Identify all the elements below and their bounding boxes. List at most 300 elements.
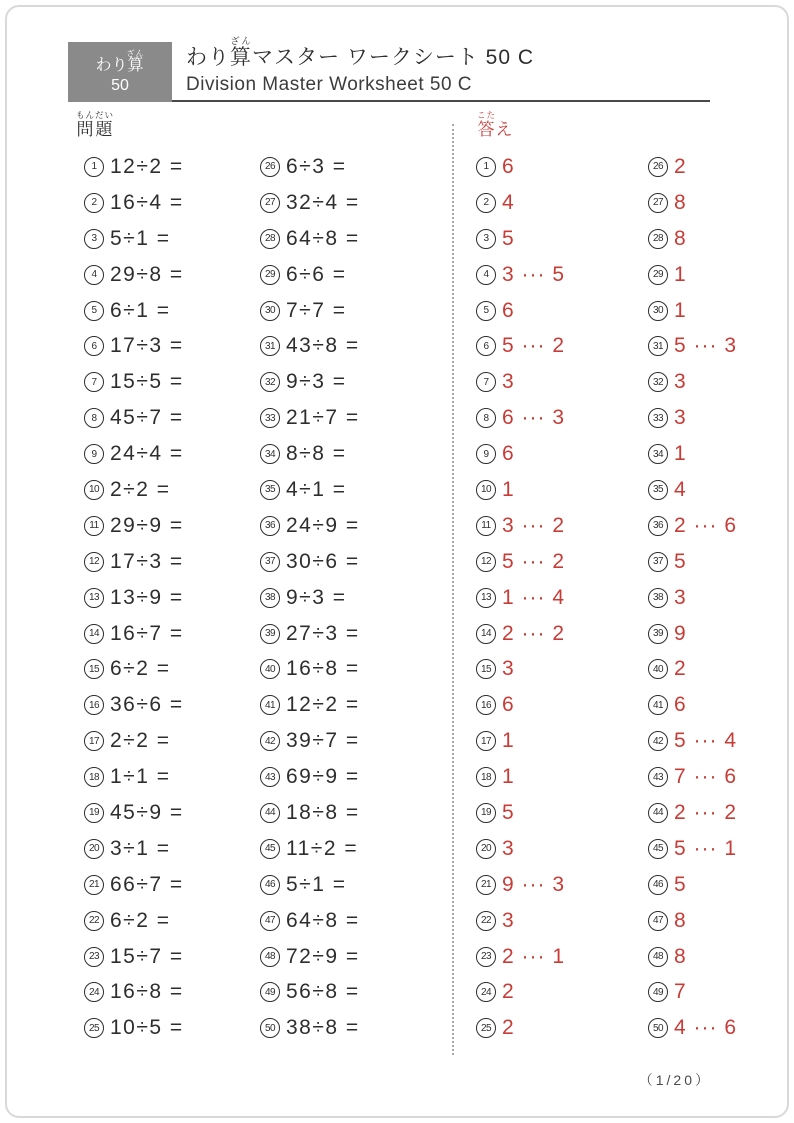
answer-number-circle: 41 (648, 695, 668, 715)
answer-number-circle: 33 (648, 408, 668, 428)
answer-row (476, 472, 565, 508)
problem-row (84, 831, 184, 867)
answer-number-circle: 7 (476, 372, 496, 392)
problem-number-circle: 7 (84, 372, 104, 392)
answer-value: 4 (502, 190, 515, 214)
header-divider (172, 100, 710, 102)
answer-value: 3 (502, 657, 515, 681)
problem-expression: 3÷1 = (110, 836, 171, 860)
answer-number-circle: 18 (476, 767, 496, 787)
problem-number-circle: 27 (260, 193, 280, 213)
answer-value: 3 (674, 406, 687, 430)
problem-expression: 6÷2 = (110, 657, 171, 681)
answer-value: 3 (502, 370, 515, 394)
problem-expression: 10÷5 = (110, 1016, 184, 1040)
problem-expression: 15÷5 = (110, 370, 184, 394)
answer-row (476, 651, 565, 687)
problem-expression: 24÷4 = (110, 442, 184, 466)
problems-answers-divider (452, 124, 454, 1055)
problem-number-circle: 12 (84, 552, 104, 572)
answer-value: 7 ··· 6 (674, 765, 738, 789)
answer-number-circle: 38 (648, 588, 668, 608)
answer-value: 8 (674, 944, 687, 968)
problem-number-circle: 11 (84, 516, 104, 536)
answer-number-circle: 10 (476, 480, 496, 500)
problem-number-circle: 5 (84, 301, 104, 321)
problem-row (260, 544, 360, 580)
problem-row (260, 293, 360, 329)
answer-value: 5 ··· 3 (674, 334, 738, 358)
problem-row (84, 400, 184, 436)
answer-row (648, 616, 737, 652)
problem-row (84, 687, 184, 723)
problem-row (84, 221, 184, 257)
answer-value: 1 (502, 477, 515, 501)
problem-row (260, 939, 360, 975)
problem-number-circle: 30 (260, 301, 280, 321)
answer-value: 4 (674, 477, 687, 501)
answer-row (648, 867, 737, 903)
answer-value: 5 (674, 549, 687, 573)
answer-row (476, 759, 565, 795)
answer-number-circle: 50 (648, 1018, 668, 1038)
answer-number-circle: 45 (648, 839, 668, 859)
answer-number-circle: 27 (648, 193, 668, 213)
answer-number-circle: 35 (648, 480, 668, 500)
answer-row (648, 508, 737, 544)
problem-expression: 2÷2 = (110, 477, 171, 501)
answer-row (476, 831, 565, 867)
answer-value: 2 (674, 154, 687, 178)
answer-number-circle: 19 (476, 803, 496, 823)
answer-row (648, 939, 737, 975)
problem-row (260, 257, 360, 293)
problem-expression: 72÷9 = (286, 944, 360, 968)
answer-value: 2 ··· 2 (674, 800, 738, 824)
problem-expression: 5÷1 = (286, 872, 347, 896)
problem-row (84, 364, 184, 400)
answer-row (476, 723, 565, 759)
answer-number-circle: 22 (476, 911, 496, 931)
problem-expression: 17÷3 = (110, 334, 184, 358)
problem-expression: 39÷7 = (286, 729, 360, 753)
problem-number-circle: 4 (84, 265, 104, 285)
problem-number-circle: 3 (84, 229, 104, 249)
answer-row (476, 903, 565, 939)
problem-number-circle: 44 (260, 803, 280, 823)
worksheet-badge (68, 42, 172, 102)
answer-value: 4 ··· 6 (674, 1016, 738, 1040)
problem-row (260, 328, 360, 364)
answer-value: 6 (502, 298, 515, 322)
answer-number-circle: 46 (648, 875, 668, 895)
answer-value: 2 ··· 2 (502, 621, 566, 645)
answer-number-circle: 8 (476, 408, 496, 428)
answer-value: 1 ··· 4 (502, 585, 566, 609)
answer-number-circle: 5 (476, 301, 496, 321)
badge-title: わり算ざん (95, 49, 145, 75)
problem-expression: 66÷7 = (110, 872, 184, 896)
problem-expression: 45÷7 = (110, 406, 184, 430)
problem-expression: 64÷8 = (286, 908, 360, 932)
answer-number-circle: 21 (476, 875, 496, 895)
answer-number-circle: 49 (648, 982, 668, 1002)
problem-row (260, 651, 360, 687)
problem-expression: 12÷2 = (110, 154, 184, 178)
problem-row (260, 580, 360, 616)
answer-number-circle: 48 (648, 947, 668, 967)
answer-number-circle: 14 (476, 624, 496, 644)
problem-expression: 30÷6 = (286, 549, 360, 573)
problem-row (84, 149, 184, 185)
problem-number-circle: 37 (260, 552, 280, 572)
problem-number-circle: 35 (260, 480, 280, 500)
problem-row (84, 867, 184, 903)
problem-row (260, 364, 360, 400)
problem-row (260, 867, 360, 903)
problem-row (260, 616, 360, 652)
answer-number-circle: 34 (648, 444, 668, 464)
problem-row (84, 723, 184, 759)
answer-row (648, 328, 737, 364)
answer-row (476, 149, 565, 185)
problem-expression: 6÷2 = (110, 908, 171, 932)
problem-number-circle: 17 (84, 731, 104, 751)
problem-number-circle: 19 (84, 803, 104, 823)
problem-expression: 32÷4 = (286, 190, 360, 214)
answer-value: 2 (502, 1016, 515, 1040)
problem-row (84, 508, 184, 544)
problem-number-circle: 29 (260, 265, 280, 285)
answer-value: 5 ··· 2 (502, 334, 566, 358)
answer-row (648, 364, 737, 400)
answer-number-circle: 1 (476, 157, 496, 177)
answer-row (476, 364, 565, 400)
problem-number-circle: 20 (84, 839, 104, 859)
problem-expression: 6÷3 = (286, 154, 347, 178)
answer-value: 5 (502, 226, 515, 250)
answer-row (648, 544, 737, 580)
problem-row (84, 939, 184, 975)
answer-row (648, 436, 737, 472)
problem-row (260, 472, 360, 508)
problem-number-circle: 13 (84, 588, 104, 608)
problems-section-label: 問題もんだい (76, 110, 115, 139)
problem-number-circle: 23 (84, 947, 104, 967)
answer-value: 3 (674, 585, 687, 609)
problem-number-circle: 33 (260, 408, 280, 428)
problem-row (260, 687, 360, 723)
problem-expression: 15÷7 = (110, 944, 184, 968)
problem-number-circle: 50 (260, 1018, 280, 1038)
answer-row (476, 616, 565, 652)
problem-row (260, 185, 360, 221)
answer-value: 8 (674, 226, 687, 250)
answer-row (648, 400, 737, 436)
problem-row (260, 759, 360, 795)
problem-row (84, 436, 184, 472)
answer-value: 6 (502, 693, 515, 717)
problem-expression: 45÷9 = (110, 800, 184, 824)
problem-row (260, 508, 360, 544)
answer-number-circle: 24 (476, 982, 496, 1002)
answer-value: 5 ··· 1 (674, 836, 738, 860)
answer-row (476, 1010, 565, 1046)
problem-expression: 29÷9 = (110, 513, 184, 537)
page-number: （1/20） (638, 1072, 712, 1088)
problem-expression: 27÷3 = (286, 621, 360, 645)
answer-value: 2 (674, 657, 687, 681)
problem-expression: 1÷1 = (110, 765, 171, 789)
answer-row (648, 903, 737, 939)
problem-number-circle: 26 (260, 157, 280, 177)
answer-number-circle: 44 (648, 803, 668, 823)
answer-value: 6 (502, 154, 515, 178)
problem-expression: 4÷1 = (286, 477, 347, 501)
answer-value: 1 (674, 262, 687, 286)
page-title: わり算ざんマスター ワークシート 50 C (186, 36, 535, 69)
problem-expression: 16÷4 = (110, 190, 184, 214)
answer-number-circle: 4 (476, 265, 496, 285)
problem-number-circle: 16 (84, 695, 104, 715)
problem-number-circle: 28 (260, 229, 280, 249)
problem-expression: 8÷8 = (286, 442, 347, 466)
answer-number-circle: 40 (648, 659, 668, 679)
answer-number-circle: 43 (648, 767, 668, 787)
problem-expression: 38÷8 = (286, 1016, 360, 1040)
answer-row (648, 651, 737, 687)
problem-expression: 7÷7 = (286, 298, 347, 322)
problem-row (260, 795, 360, 831)
answer-number-circle: 31 (648, 336, 668, 356)
answer-value: 1 (502, 765, 515, 789)
answer-number-circle: 23 (476, 947, 496, 967)
problem-number-circle: 8 (84, 408, 104, 428)
problem-row (84, 974, 184, 1010)
problem-number-circle: 41 (260, 695, 280, 715)
answer-number-circle: 12 (476, 552, 496, 572)
answer-row (648, 1010, 737, 1046)
problem-expression: 9÷3 = (286, 370, 347, 394)
problem-row (84, 580, 184, 616)
answer-number-circle: 36 (648, 516, 668, 536)
answer-value: 1 (674, 442, 687, 466)
answer-row (476, 544, 565, 580)
answer-value: 8 (674, 190, 687, 214)
answer-value: 3 (674, 370, 687, 394)
problem-row (260, 149, 360, 185)
problem-row (260, 974, 360, 1010)
answer-row (648, 759, 737, 795)
problem-number-circle: 22 (84, 911, 104, 931)
problem-number-circle: 21 (84, 875, 104, 895)
problem-row (84, 795, 184, 831)
answer-number-circle: 16 (476, 695, 496, 715)
answer-number-circle: 3 (476, 229, 496, 249)
problem-number-circle: 49 (260, 982, 280, 1002)
problem-number-circle: 10 (84, 480, 104, 500)
answer-row (648, 974, 737, 1010)
answer-value: 9 ··· 3 (502, 872, 566, 896)
answer-value: 5 (674, 872, 687, 896)
answer-row (476, 436, 565, 472)
problem-expression: 16÷8 = (286, 657, 360, 681)
answer-row (648, 723, 737, 759)
problem-row (84, 185, 184, 221)
answer-value: 6 (674, 693, 687, 717)
problem-row (260, 436, 360, 472)
problem-number-circle: 40 (260, 659, 280, 679)
answer-number-circle: 47 (648, 911, 668, 931)
answer-row (476, 221, 565, 257)
answer-row (476, 328, 565, 364)
answer-number-circle: 13 (476, 588, 496, 608)
problems-column-1 (84, 149, 184, 1046)
problem-expression: 12÷2 = (286, 693, 360, 717)
problem-row (260, 221, 360, 257)
answer-row (476, 974, 565, 1010)
problem-expression: 16÷7 = (110, 621, 184, 645)
answer-number-circle: 11 (476, 516, 496, 536)
problem-number-circle: 47 (260, 911, 280, 931)
answer-number-circle: 29 (648, 265, 668, 285)
answer-value: 2 ··· 1 (502, 944, 566, 968)
problem-row (84, 544, 184, 580)
problem-expression: 56÷8 = (286, 980, 360, 1004)
answer-value: 1 (674, 298, 687, 322)
answer-row (648, 687, 737, 723)
answer-row (648, 580, 737, 616)
problem-number-circle: 31 (260, 336, 280, 356)
problem-number-circle: 39 (260, 624, 280, 644)
problem-row (260, 1010, 360, 1046)
problem-row (260, 831, 360, 867)
answer-row (648, 293, 737, 329)
answer-number-circle: 39 (648, 624, 668, 644)
problem-expression: 21÷7 = (286, 406, 360, 430)
problem-expression: 29÷8 = (110, 262, 184, 286)
problem-expression: 17÷3 = (110, 549, 184, 573)
page-subtitle: Division Master Worksheet 50 C (186, 74, 473, 95)
problem-number-circle: 42 (260, 731, 280, 751)
problem-expression: 11÷2 = (286, 836, 359, 860)
answer-value: 3 ··· 2 (502, 513, 566, 537)
answer-row (476, 257, 565, 293)
answer-row (648, 257, 737, 293)
answer-value: 6 (502, 442, 515, 466)
problem-row (84, 616, 184, 652)
problem-expression: 24÷9 = (286, 513, 360, 537)
problem-row (84, 293, 184, 329)
problem-number-circle: 34 (260, 444, 280, 464)
problem-expression: 9÷3 = (286, 585, 347, 609)
problem-number-circle: 36 (260, 516, 280, 536)
answer-row (648, 831, 737, 867)
problem-number-circle: 45 (260, 839, 280, 859)
problem-row (84, 1010, 184, 1046)
problem-number-circle: 6 (84, 336, 104, 356)
answer-row (476, 400, 565, 436)
problem-expression: 69÷9 = (286, 765, 360, 789)
problem-number-circle: 32 (260, 372, 280, 392)
answers-section-label: 答こたえ (477, 110, 514, 139)
answer-row (476, 293, 565, 329)
answer-row (648, 149, 737, 185)
problem-row (84, 651, 184, 687)
problem-number-circle: 38 (260, 588, 280, 608)
answer-number-circle: 9 (476, 444, 496, 464)
answer-row (648, 472, 737, 508)
answer-row (476, 687, 565, 723)
answer-number-circle: 6 (476, 336, 496, 356)
problem-row (260, 903, 360, 939)
header (186, 36, 534, 96)
answer-number-circle: 30 (648, 301, 668, 321)
problem-expression: 64÷8 = (286, 226, 360, 250)
answers-column-2 (648, 149, 737, 1046)
answer-row (476, 580, 565, 616)
problem-expression: 18÷8 = (286, 800, 360, 824)
answer-number-circle: 25 (476, 1018, 496, 1038)
problem-expression: 36÷6 = (110, 693, 184, 717)
answers-column-1 (476, 149, 565, 1046)
answer-row (476, 185, 565, 221)
answer-row (648, 185, 737, 221)
problem-row (84, 903, 184, 939)
problem-expression: 13÷9 = (110, 585, 184, 609)
problem-number-circle: 14 (84, 624, 104, 644)
problem-expression: 2÷2 = (110, 729, 171, 753)
answer-number-circle: 2 (476, 193, 496, 213)
problem-number-circle: 2 (84, 193, 104, 213)
answer-value: 5 ··· 2 (502, 549, 566, 573)
answer-value: 8 (674, 908, 687, 932)
problem-expression: 6÷6 = (286, 262, 347, 286)
problem-row (260, 400, 360, 436)
answer-value: 6 ··· 3 (502, 406, 566, 430)
answer-value: 3 (502, 908, 515, 932)
problem-number-circle: 1 (84, 157, 104, 177)
answer-row (476, 795, 565, 831)
problem-row (84, 759, 184, 795)
answer-row (648, 795, 737, 831)
problem-row (84, 257, 184, 293)
answer-value: 2 (502, 980, 515, 1004)
answer-row (476, 867, 565, 903)
problem-number-circle: 43 (260, 767, 280, 787)
problem-number-circle: 25 (84, 1018, 104, 1038)
problem-expression: 43÷8 = (286, 334, 360, 358)
answer-number-circle: 26 (648, 157, 668, 177)
answer-value: 3 ··· 5 (502, 262, 566, 286)
answer-number-circle: 37 (648, 552, 668, 572)
answer-number-circle: 42 (648, 731, 668, 751)
problem-number-circle: 24 (84, 982, 104, 1002)
answer-number-circle: 17 (476, 731, 496, 751)
problem-number-circle: 46 (260, 875, 280, 895)
answer-value: 5 ··· 4 (674, 729, 738, 753)
problem-row (260, 723, 360, 759)
problem-expression: 16÷8 = (110, 980, 184, 1004)
answer-number-circle: 28 (648, 229, 668, 249)
answer-value: 7 (674, 980, 687, 1004)
problem-number-circle: 15 (84, 659, 104, 679)
problem-number-circle: 18 (84, 767, 104, 787)
answer-number-circle: 15 (476, 659, 496, 679)
badge-count: 50 (111, 76, 129, 94)
problem-expression: 5÷1 = (110, 226, 171, 250)
problems-column-2 (260, 149, 360, 1046)
